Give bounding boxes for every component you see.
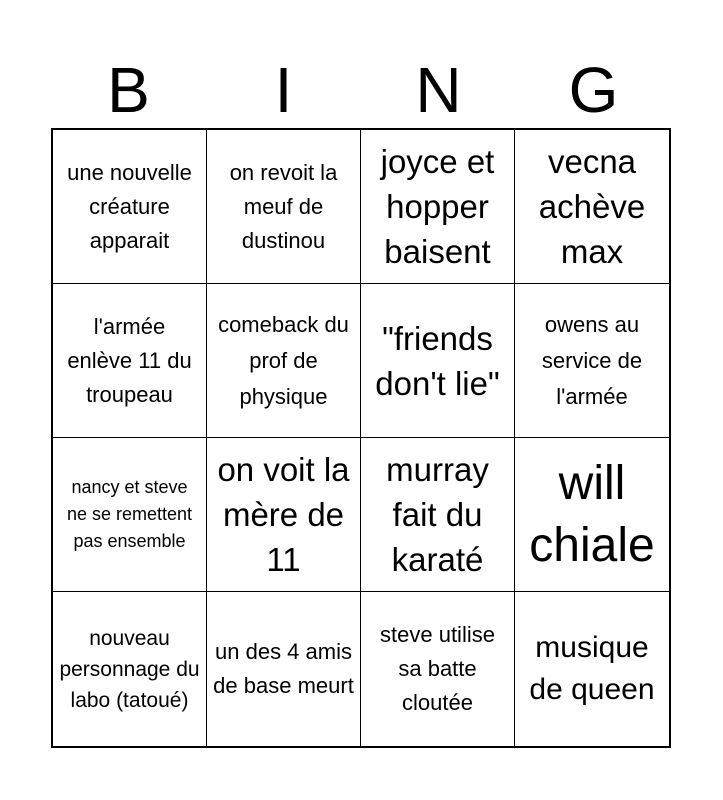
bingo-grid <box>51 128 671 748</box>
bingo-cell-4-4[interactable] <box>515 592 669 746</box>
cell-label: steve utilise sa batte cloutée <box>380 622 495 715</box>
bingo-cell-3-2[interactable] <box>207 438 361 592</box>
bingo-cell-4-1[interactable] <box>53 592 207 746</box>
cell-label: une nouvelle créature apparait <box>67 159 192 253</box>
header-letter-i: I <box>274 54 293 126</box>
cell-label: murray fait du karaté <box>386 451 489 578</box>
cell-label: on revoit la meuf de dustinou <box>229 159 338 253</box>
header-letter-n: N <box>415 54 462 126</box>
bingo-header <box>51 52 671 128</box>
bingo-cell-2-2[interactable] <box>207 284 361 438</box>
cell-label: will chiale <box>529 456 655 572</box>
bingo-cell-2-3[interactable] <box>361 284 515 438</box>
cell-label: joyce et hopper baisent <box>380 143 495 270</box>
header-letter-g: G <box>568 54 619 126</box>
bingo-cell-2-4[interactable] <box>515 284 669 438</box>
bingo-cell-3-4[interactable] <box>515 438 669 592</box>
bingo-cell-2-1[interactable] <box>53 284 207 438</box>
bingo-cell-4-3[interactable] <box>361 592 515 746</box>
bingo-cell-1-3[interactable] <box>361 130 515 284</box>
cell-label: nancy et steve ne se remettent pas ensemble <box>66 477 193 551</box>
header-letter-b: B <box>107 54 150 126</box>
cell-label: un des 4 amis de base meurt <box>213 639 354 698</box>
bingo-cell-4-2[interactable] <box>207 592 361 746</box>
bingo-cell-3-3[interactable] <box>361 438 515 592</box>
bingo-cell-1-1[interactable] <box>53 130 207 284</box>
cell-label: comeback du prof de physique <box>218 311 349 409</box>
cell-label: musique de queen <box>529 631 655 706</box>
bingo-cell-1-2[interactable] <box>207 130 361 284</box>
cell-label: l'armée enlève 11 du troupeau <box>67 313 192 407</box>
bingo-cell-3-1[interactable] <box>53 438 207 592</box>
bingo-cell-1-4[interactable] <box>515 130 669 284</box>
cell-label: "friends don't lie" <box>375 319 500 402</box>
cell-label: owens au service de l'armée <box>541 311 643 409</box>
cell-label: on voit la mère de 11 <box>217 451 350 578</box>
cell-label: nouveau personnage du labo (tatoué) <box>59 626 200 712</box>
cell-label: vecna achève max <box>538 143 646 270</box>
